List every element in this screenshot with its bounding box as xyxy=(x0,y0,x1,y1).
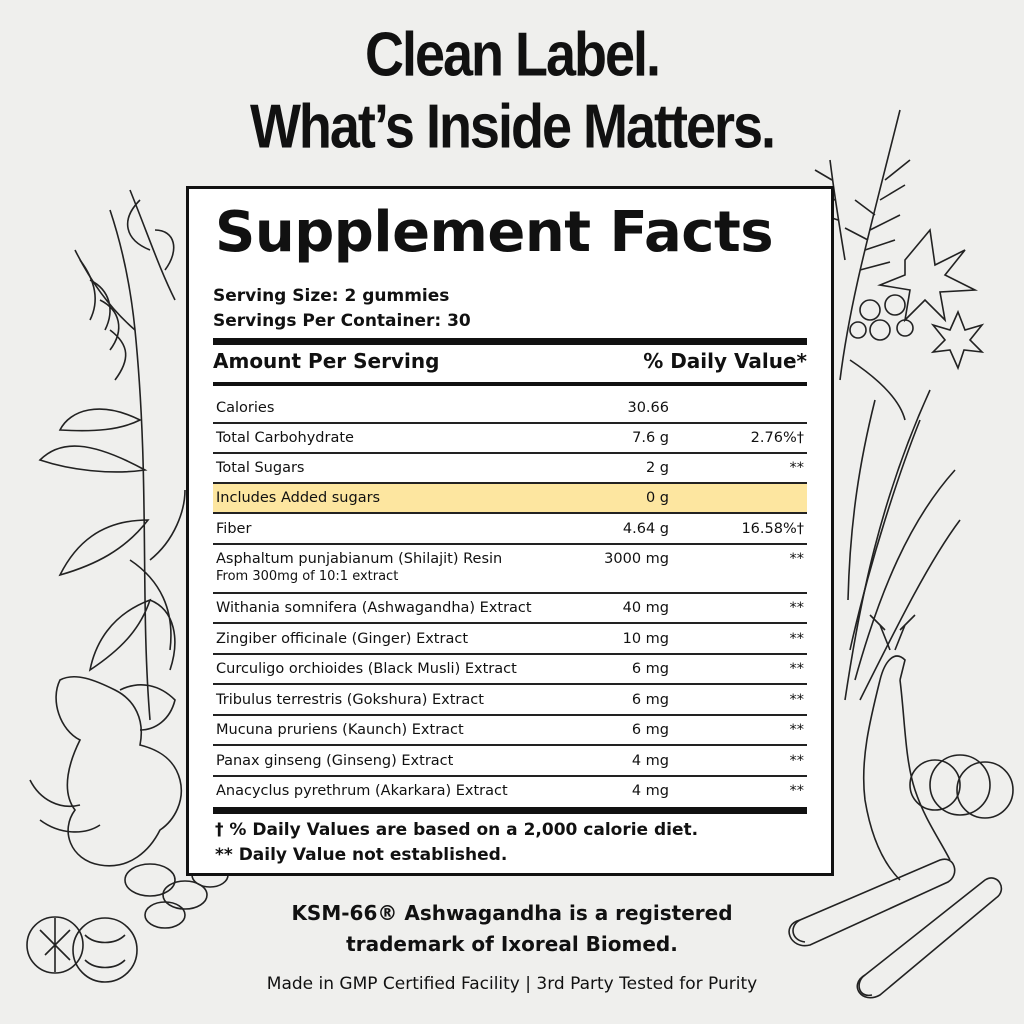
servings-per-container: Servings Per Container: 30 xyxy=(213,311,471,331)
footnote-not-established: ** Daily Value not established. xyxy=(215,845,508,865)
nutrient-amount: 40 mg xyxy=(622,600,669,616)
nutrient-amount: 10 mg xyxy=(622,631,669,647)
nutrient-name: Withania somnifera (Ashwagandha) Extract xyxy=(216,600,532,616)
nutrient-dv: ** xyxy=(789,661,804,677)
nutrient-dv: ** xyxy=(789,460,804,476)
nutrient-dv: ** xyxy=(789,692,804,708)
table-row xyxy=(213,747,807,777)
footnote-daily-values: † % Daily Values are based on a 2,000 calorie diet. xyxy=(215,820,699,840)
nutrient-name: Anacyclus pyrethrum (Akarkara) Extract xyxy=(216,783,508,799)
nutrient-dv: ** xyxy=(789,783,804,799)
nutrient-name: Curculigo orchioides (Black Musli) Extract xyxy=(216,661,517,677)
table-row-highlight xyxy=(213,484,807,514)
trademark-line-1: KSM-66® Ashwagandha is a registered xyxy=(291,901,733,925)
nutrient-dv: ** xyxy=(789,600,804,616)
nutrient-dv: ** xyxy=(789,631,804,647)
quality-statement: Made in GMP Certified Facility | 3rd Party Tested for Purity xyxy=(266,974,758,994)
nutrient-dv: ** xyxy=(789,753,804,769)
table-row xyxy=(213,424,807,454)
supplement-facts-panel xyxy=(186,186,834,876)
headline-line-1: Clean Label. xyxy=(364,20,660,90)
nutrient-amount: 4.64 g xyxy=(622,521,669,537)
nutrient-name: Total Sugars xyxy=(216,460,305,476)
nutrient-amount: 0 g xyxy=(645,490,669,506)
table-row xyxy=(213,777,807,807)
facts-title: Supplement Facts xyxy=(215,200,774,265)
headline-line-2: What’s Inside Matters. xyxy=(249,92,775,162)
serving-size: Serving Size: 2 gummies xyxy=(213,286,450,306)
nutrient-name: Calories xyxy=(216,400,275,416)
nutrient-dv: ** xyxy=(789,551,804,567)
nutrient-name: Includes Added sugars xyxy=(216,490,381,506)
nutrient-amount: 4 mg xyxy=(631,783,669,799)
nutrient-subtext: From 300mg of 10:1 extract xyxy=(216,569,399,584)
amount-header-row xyxy=(213,349,807,373)
table-row xyxy=(213,625,807,655)
nutrient-name: Tribulus terrestris (Gokshura) Extract xyxy=(216,692,484,708)
divider-thick xyxy=(213,338,807,345)
table-row xyxy=(213,394,807,424)
amount-header: Amount Per Serving xyxy=(213,349,440,373)
nutrient-amount: 2 g xyxy=(645,460,669,476)
nutrient-amount: 4 mg xyxy=(631,753,669,769)
nutrient-amount: 7.6 g xyxy=(632,430,669,446)
nutrient-amount: 6 mg xyxy=(631,661,669,677)
table-row xyxy=(213,716,807,746)
nutrient-name: Total Carbohydrate xyxy=(216,430,354,446)
divider-thick xyxy=(213,807,807,814)
table-row xyxy=(213,655,807,685)
nutrient-name: Mucuna pruriens (Kaunch) Extract xyxy=(216,722,464,738)
left-herb-icon xyxy=(40,190,185,720)
lemongrass-icon xyxy=(845,390,960,700)
nutrient-amount: 6 mg xyxy=(631,692,669,708)
divider-medium xyxy=(213,382,807,386)
daily-value-header: % Daily Value* xyxy=(643,349,807,373)
nutrient-name: Fiber xyxy=(216,521,252,537)
table-row xyxy=(213,515,807,545)
nutrient-amount: 30.66 xyxy=(627,400,669,416)
nutrient-dv: 16.58%† xyxy=(741,521,804,537)
nutrient-name: Zingiber officinale (Ginger) Extract xyxy=(216,631,469,647)
table-row xyxy=(213,545,807,594)
nutrient-name: Panax ginseng (Ginseng) Extract xyxy=(216,753,454,769)
nutrient-amount: 6 mg xyxy=(631,722,669,738)
trademark-line-2: trademark of Ixoreal Biomed. xyxy=(346,932,678,956)
nutrient-amount: 3000 mg xyxy=(604,551,669,567)
nutrient-dv: 2.76%† xyxy=(750,430,804,446)
table-row xyxy=(213,454,807,484)
ginger-root-icon xyxy=(30,677,181,866)
table-row xyxy=(213,686,807,716)
ginseng-root-icon xyxy=(864,615,1013,880)
nutrient-dv: ** xyxy=(789,722,804,738)
table-row xyxy=(213,594,807,624)
nutrient-name: Asphaltum punjabianum (Shilajit) Resin xyxy=(216,551,503,567)
